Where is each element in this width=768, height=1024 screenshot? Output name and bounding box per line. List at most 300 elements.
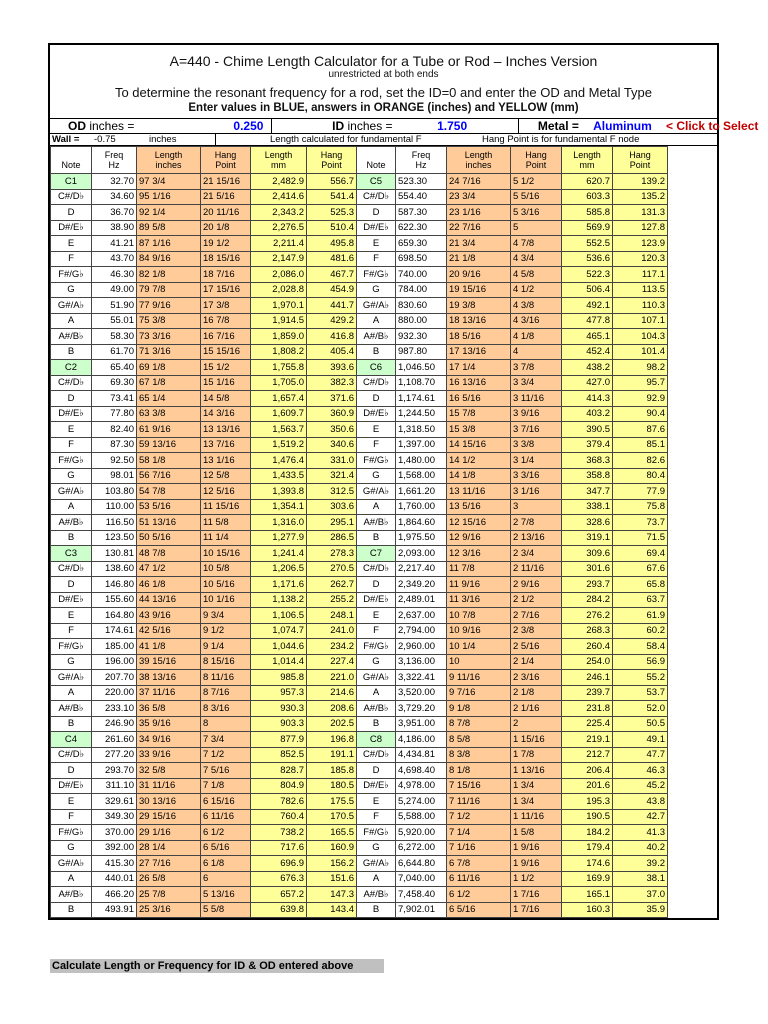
freq-cell: 116.50 <box>92 515 137 531</box>
note-cell: F#/G♭ <box>51 825 92 841</box>
col-freq: Freq Hz <box>92 147 137 174</box>
hang-point-inches-cell: 21 15/16 <box>201 174 251 190</box>
length-mm-cell: 1,808.2 <box>251 344 307 360</box>
length-inches-cell: 29 1/16 <box>137 825 201 841</box>
freq-cell: 932.30 <box>396 329 447 345</box>
length-inches-cell: 61 9/16 <box>137 422 201 438</box>
freq-cell: 6,644.80 <box>396 856 447 872</box>
note-cell: A#/B♭ <box>357 329 396 345</box>
freq-cell: 1,108.70 <box>396 375 447 391</box>
table-row <box>51 406 668 422</box>
hang-point-mm-cell: 510.4 <box>307 220 357 236</box>
hang-point-inches-cell: 16 7/16 <box>201 329 251 345</box>
freq-cell: 1,318.50 <box>396 422 447 438</box>
freq-cell: 2,960.00 <box>396 639 447 655</box>
length-inches-cell: 10 7/8 <box>447 608 511 624</box>
freq-cell: 349.30 <box>92 809 137 825</box>
freq-cell: 5,588.00 <box>396 809 447 825</box>
hang-point-inches-cell: 3 7/16 <box>511 422 562 438</box>
freq-cell: 3,520.00 <box>396 685 447 701</box>
length-inches-cell: 63 3/8 <box>137 406 201 422</box>
length-mm-cell: 260.4 <box>562 639 613 655</box>
hang-point-inches-cell: 4 1/8 <box>511 329 562 345</box>
hang-point-mm-cell: 227.4 <box>307 654 357 670</box>
table-row <box>51 453 668 469</box>
length-inches-cell: 95 1/16 <box>137 189 201 205</box>
length-mm-cell: 717.6 <box>251 840 307 856</box>
freq-cell: 138.60 <box>92 561 137 577</box>
note-cell: D <box>357 577 396 593</box>
length-mm-cell: 506.4 <box>562 282 613 298</box>
freq-cell: 73.41 <box>92 391 137 407</box>
od-input[interactable]: 0.250 <box>226 119 271 133</box>
length-inches-cell: 38 13/16 <box>137 670 201 686</box>
length-inches-cell: 11 7/8 <box>447 561 511 577</box>
length-inches-cell: 6 5/16 <box>447 902 511 918</box>
note-cell: F <box>51 809 92 825</box>
table-row <box>51 825 668 841</box>
length-inches-cell: 84 9/16 <box>137 251 201 267</box>
hang-point-mm-cell: 165.5 <box>307 825 357 841</box>
freq-cell: 69.30 <box>92 375 137 391</box>
table-row <box>51 592 668 608</box>
hang-point-inches-cell: 8 15/16 <box>201 654 251 670</box>
col-freq: Freq Hz <box>396 147 447 174</box>
hang-point-inches-cell: 20 11/16 <box>201 205 251 221</box>
table-header-row <box>51 147 668 174</box>
length-mm-cell: 319.1 <box>562 530 613 546</box>
hang-point-inches-cell: 1 1/2 <box>511 871 562 887</box>
hang-point-mm-cell: 241.0 <box>307 623 357 639</box>
hang-point-mm-cell: 234.2 <box>307 639 357 655</box>
freq-cell: 880.00 <box>396 313 447 329</box>
length-mm-cell: 2,147.9 <box>251 251 307 267</box>
note-cell: A <box>357 871 396 887</box>
hang-point-mm-cell: 56.9 <box>613 654 668 670</box>
hang-point-inches-cell: 1 15/16 <box>511 732 562 748</box>
length-inches-cell: 21 3/4 <box>447 236 511 252</box>
col-hang-point-inches: Hang Point <box>201 147 251 174</box>
note-cell: D <box>51 205 92 221</box>
hang-point-mm-cell: 69.4 <box>613 546 668 562</box>
length-mm-cell: 536.6 <box>562 251 613 267</box>
length-inches-cell: 67 1/8 <box>137 375 201 391</box>
table-row <box>51 344 668 360</box>
table-row <box>51 685 668 701</box>
length-inches-cell: 56 7/16 <box>137 468 201 484</box>
freq-cell: 277.20 <box>92 747 137 763</box>
note-cell: G#/A♭ <box>357 484 396 500</box>
hang-point-inches-cell: 10 1/16 <box>201 592 251 608</box>
length-mm-cell: 957.3 <box>251 685 307 701</box>
freq-cell: 3,729.20 <box>396 701 447 717</box>
length-mm-cell: 174.6 <box>562 856 613 872</box>
wall-label: Wall = <box>52 134 80 145</box>
note-cell: C#/D♭ <box>51 189 92 205</box>
length-mm-cell: 1,433.5 <box>251 468 307 484</box>
hang-point-mm-cell: 135.2 <box>613 189 668 205</box>
length-mm-cell: 639.8 <box>251 902 307 918</box>
length-mm-cell: 1,705.0 <box>251 375 307 391</box>
length-mm-cell: 201.6 <box>562 778 613 794</box>
freq-cell: 4,434.81 <box>396 747 447 763</box>
hang-point-mm-cell: 55.2 <box>613 670 668 686</box>
length-inches-cell: 51 13/16 <box>137 515 201 531</box>
hang-point-mm-cell: 270.5 <box>307 561 357 577</box>
table-row <box>51 313 668 329</box>
freq-cell: 1,975.50 <box>396 530 447 546</box>
length-mm-cell: 1,657.4 <box>251 391 307 407</box>
length-inches-cell: 97 3/4 <box>137 174 201 190</box>
hang-point-inches-cell: 13 13/16 <box>201 422 251 438</box>
hang-point-inches-cell: 3 1/4 <box>511 453 562 469</box>
note-cell: A <box>51 499 92 515</box>
freq-cell: 3,951.00 <box>396 716 447 732</box>
note-cell: F <box>357 251 396 267</box>
hang-point-mm-cell: 49.1 <box>613 732 668 748</box>
length-inches-cell: 71 3/16 <box>137 344 201 360</box>
hang-point-mm-cell: 340.6 <box>307 437 357 453</box>
click-to-select-hint[interactable]: < Click to Select <box>665 119 759 133</box>
hang-point-mm-cell: 429.2 <box>307 313 357 329</box>
note-cell: D#/E♭ <box>357 406 396 422</box>
freq-cell: 207.70 <box>92 670 137 686</box>
length-mm-cell: 219.1 <box>562 732 613 748</box>
hang-point-mm-cell: 416.8 <box>307 329 357 345</box>
length-inches-cell: 82 1/8 <box>137 267 201 283</box>
note-cell: D#/E♭ <box>51 778 92 794</box>
note-cell: G#/A♭ <box>357 670 396 686</box>
hang-point-inches-cell: 2 1/4 <box>511 654 562 670</box>
hang-point-inches-cell: 1 5/8 <box>511 825 562 841</box>
hang-point-inches-cell: 8 11/16 <box>201 670 251 686</box>
note-cell: C#/D♭ <box>357 375 396 391</box>
length-mm-cell: 1,074.7 <box>251 623 307 639</box>
length-mm-cell: 852.5 <box>251 747 307 763</box>
hang-point-inches-cell: 6 15/16 <box>201 794 251 810</box>
freq-cell: 554.40 <box>396 189 447 205</box>
length-inches-cell: 13 11/16 <box>447 484 511 500</box>
note-cell: C7 <box>357 546 396 562</box>
table-row <box>51 174 668 190</box>
hang-point-inches-cell: 14 5/8 <box>201 391 251 407</box>
hang-point-mm-cell: 65.8 <box>613 577 668 593</box>
hang-point-mm-cell: 77.9 <box>613 484 668 500</box>
col-length-inches: Length inches <box>137 147 201 174</box>
note-cell: C#/D♭ <box>357 189 396 205</box>
length-mm-cell: 169.9 <box>562 871 613 887</box>
table-row <box>51 515 668 531</box>
freq-cell: 2,349.20 <box>396 577 447 593</box>
freq-cell: 41.21 <box>92 236 137 252</box>
table-row <box>51 763 668 779</box>
hang-point-inches-cell: 6 <box>201 871 251 887</box>
length-mm-cell: 309.6 <box>562 546 613 562</box>
freq-cell: 196.00 <box>92 654 137 670</box>
freq-cell: 77.80 <box>92 406 137 422</box>
note-cell: G#/A♭ <box>51 484 92 500</box>
freq-cell: 38.90 <box>92 220 137 236</box>
hang-point-mm-cell: 143.4 <box>307 902 357 918</box>
hang-point-mm-cell: 321.4 <box>307 468 357 484</box>
freq-cell: 1,568.00 <box>396 468 447 484</box>
length-inches-cell: 21 1/8 <box>447 251 511 267</box>
hang-point-inches-cell: 5 13/16 <box>201 887 251 903</box>
length-inches-cell: 46 1/8 <box>137 577 201 593</box>
freq-cell: 1,661.20 <box>396 484 447 500</box>
note-cell: C3 <box>51 546 92 562</box>
col-hang-point-mm: Hang Point <box>307 147 357 174</box>
table-row <box>51 778 668 794</box>
length-inches-cell: 33 9/16 <box>137 747 201 763</box>
freq-cell: 987.80 <box>396 344 447 360</box>
length-inches-cell: 16 13/16 <box>447 375 511 391</box>
hang-point-mm-cell: 248.1 <box>307 608 357 624</box>
length-inches-cell: 29 15/16 <box>137 809 201 825</box>
table-row <box>51 329 668 345</box>
length-mm-cell: 1,354.1 <box>251 499 307 515</box>
length-mm-cell: 569.9 <box>562 220 613 236</box>
note-cell: F#/G♭ <box>357 453 396 469</box>
hang-point-inches-cell: 7 1/2 <box>201 747 251 763</box>
hang-point-mm-cell: 52.0 <box>613 701 668 717</box>
hang-point-inches-cell: 4 3/4 <box>511 251 562 267</box>
hang-point-mm-cell: 371.6 <box>307 391 357 407</box>
length-mm-cell: 368.3 <box>562 453 613 469</box>
hang-point-mm-cell: 160.9 <box>307 840 357 856</box>
hang-point-inches-cell: 3 3/4 <box>511 375 562 391</box>
note-cell: G <box>51 840 92 856</box>
hang-point-inches-cell: 3 3/8 <box>511 437 562 453</box>
note-cell: B <box>357 344 396 360</box>
metal-select[interactable]: Aluminum <box>593 119 652 133</box>
length-mm-cell: 1,970.1 <box>251 298 307 314</box>
hang-point-inches-cell: 17 15/16 <box>201 282 251 298</box>
freq-cell: 61.70 <box>92 344 137 360</box>
note-cell: A#/B♭ <box>357 701 396 717</box>
hang-point-inches-cell: 5 <box>511 220 562 236</box>
hang-point-mm-cell: 35.9 <box>613 902 668 918</box>
length-inches-cell: 43 9/16 <box>137 608 201 624</box>
hang-point-inches-cell: 2 11/16 <box>511 561 562 577</box>
length-inches-cell: 14 15/16 <box>447 437 511 453</box>
length-mm-cell: 190.5 <box>562 809 613 825</box>
length-inches-cell: 18 13/16 <box>447 313 511 329</box>
freq-cell: 46.30 <box>92 267 137 283</box>
freq-cell: 740.00 <box>396 267 447 283</box>
freq-cell: 6,272.00 <box>396 840 447 856</box>
length-inches-cell: 23 1/16 <box>447 205 511 221</box>
table-row <box>51 360 668 376</box>
hang-point-inches-cell: 10 5/8 <box>201 561 251 577</box>
length-mm-cell: 1,206.5 <box>251 561 307 577</box>
metal-label: Metal = <box>537 119 579 133</box>
hang-point-mm-cell: 295.1 <box>307 515 357 531</box>
freq-cell: 370.00 <box>92 825 137 841</box>
length-inches-cell: 22 7/16 <box>447 220 511 236</box>
length-mm-cell: 179.4 <box>562 840 613 856</box>
length-inches-cell: 7 1/2 <box>447 809 511 825</box>
length-mm-cell: 254.0 <box>562 654 613 670</box>
freq-cell: 1,174.61 <box>396 391 447 407</box>
note-cell: E <box>357 794 396 810</box>
length-mm-cell: 1,171.6 <box>251 577 307 593</box>
hang-point-inches-cell: 17 3/8 <box>201 298 251 314</box>
length-inches-cell: 10 9/16 <box>447 623 511 639</box>
hang-point-mm-cell: 312.5 <box>307 484 357 500</box>
freq-cell: 784.00 <box>396 282 447 298</box>
hang-point-mm-cell: 46.3 <box>613 763 668 779</box>
freq-cell: 2,093.00 <box>396 546 447 562</box>
note-cell: G#/A♭ <box>357 298 396 314</box>
note-cell: G#/A♭ <box>51 298 92 314</box>
length-mm-cell: 1,393.8 <box>251 484 307 500</box>
hang-point-mm-cell: 58.4 <box>613 639 668 655</box>
table-row <box>51 298 668 314</box>
hang-point-inches-cell: 16 7/8 <box>201 313 251 329</box>
length-mm-cell: 1,106.5 <box>251 608 307 624</box>
length-inches-cell: 15 3/8 <box>447 422 511 438</box>
chime-table <box>50 146 668 918</box>
freq-cell: 659.30 <box>396 236 447 252</box>
note-cell: G#/A♭ <box>357 856 396 872</box>
hang-point-mm-cell: 43.8 <box>613 794 668 810</box>
hang-point-inches-cell: 2 1/8 <box>511 685 562 701</box>
freq-cell: 174.61 <box>92 623 137 639</box>
length-mm-cell: 276.2 <box>562 608 613 624</box>
hang-point-mm-cell: 80.4 <box>613 468 668 484</box>
length-mm-cell: 696.9 <box>251 856 307 872</box>
note-cell: G <box>357 840 396 856</box>
note-cell: F#/G♭ <box>51 267 92 283</box>
length-mm-cell: 903.3 <box>251 716 307 732</box>
length-mm-cell: 1,914.5 <box>251 313 307 329</box>
note-cell: F#/G♭ <box>51 639 92 655</box>
length-inches-cell: 12 15/16 <box>447 515 511 531</box>
freq-cell: 1,864.60 <box>396 515 447 531</box>
note-cell: F <box>51 623 92 639</box>
table-row <box>51 747 668 763</box>
length-inches-cell: 53 5/16 <box>137 499 201 515</box>
hang-point-inches-cell: 1 11/16 <box>511 809 562 825</box>
freq-cell: 185.00 <box>92 639 137 655</box>
freq-cell: 466.20 <box>92 887 137 903</box>
length-inches-cell: 11 9/16 <box>447 577 511 593</box>
length-inches-cell: 28 1/4 <box>137 840 201 856</box>
freq-cell: 4,186.00 <box>396 732 447 748</box>
hang-point-inches-cell: 15 15/16 <box>201 344 251 360</box>
table-row <box>51 484 668 500</box>
length-mm-cell: 225.4 <box>562 716 613 732</box>
hang-point-mm-cell: 95.7 <box>613 375 668 391</box>
note-cell: D <box>357 391 396 407</box>
length-inches-cell: 59 13/16 <box>137 437 201 453</box>
length-inches-cell: 13 5/16 <box>447 499 511 515</box>
note-cell: E <box>357 422 396 438</box>
col-hang-point-mm: Hang Point <box>613 147 668 174</box>
length-mm-cell: 1,277.9 <box>251 530 307 546</box>
hang-point-inches-cell: 4 3/8 <box>511 298 562 314</box>
hang-point-mm-cell: 147.3 <box>307 887 357 903</box>
table-row <box>51 251 668 267</box>
length-inches-cell: 9 11/16 <box>447 670 511 686</box>
note-cell: B <box>357 716 396 732</box>
hang-point-mm-cell: 139.2 <box>613 174 668 190</box>
length-mm-cell: 738.2 <box>251 825 307 841</box>
id-unit: inches = <box>347 119 393 133</box>
hang-point-mm-cell: 63.7 <box>613 592 668 608</box>
length-mm-cell: 184.2 <box>562 825 613 841</box>
hang-point-mm-cell: 525.3 <box>307 205 357 221</box>
freq-cell: 1,046.50 <box>396 360 447 376</box>
hang-point-inches-cell: 3 1/16 <box>511 484 562 500</box>
freq-cell: 5,274.00 <box>396 794 447 810</box>
hang-point-mm-cell: 151.6 <box>307 871 357 887</box>
hang-point-mm-cell: 50.5 <box>613 716 668 732</box>
hang-point-inches-cell: 2 1/16 <box>511 701 562 717</box>
table-row <box>51 856 668 872</box>
hang-point-inches-cell: 18 15/16 <box>201 251 251 267</box>
length-inches-cell: 8 7/8 <box>447 716 511 732</box>
note-cell: G <box>357 282 396 298</box>
hang-point-inches-cell: 12 5/8 <box>201 468 251 484</box>
freq-cell: 34.60 <box>92 189 137 205</box>
header <box>50 53 717 115</box>
hang-point-mm-cell: 278.3 <box>307 546 357 562</box>
hang-point-mm-cell: 82.6 <box>613 453 668 469</box>
length-inches-cell: 26 5/8 <box>137 871 201 887</box>
length-mm-cell: 2,414.6 <box>251 189 307 205</box>
freq-cell: 65.40 <box>92 360 137 376</box>
length-inches-cell: 54 7/8 <box>137 484 201 500</box>
hang-point-mm-cell: 39.2 <box>613 856 668 872</box>
hang-point-mm-cell: 73.7 <box>613 515 668 531</box>
length-inches-cell: 35 9/16 <box>137 716 201 732</box>
freq-cell: 493.91 <box>92 902 137 918</box>
hang-point-mm-cell: 495.8 <box>307 236 357 252</box>
note-cell: B <box>357 902 396 918</box>
note-cell: D#/E♭ <box>51 406 92 422</box>
id-input[interactable]: 1.750 <box>437 119 468 133</box>
od-unit: inches = <box>89 119 135 133</box>
length-mm-cell: 1,609.7 <box>251 406 307 422</box>
table-row <box>51 205 668 221</box>
length-inches-cell: 41 1/8 <box>137 639 201 655</box>
length-mm-cell: 390.5 <box>562 422 613 438</box>
od-label: OD <box>68 119 86 133</box>
hang-point-mm-cell: 175.5 <box>307 794 357 810</box>
freq-cell: 698.50 <box>396 251 447 267</box>
hang-point-inches-cell: 19 1/2 <box>201 236 251 252</box>
note-cell: D#/E♭ <box>357 778 396 794</box>
length-inches-cell: 19 15/16 <box>447 282 511 298</box>
hang-point-inches-cell: 13 7/16 <box>201 437 251 453</box>
hang-point-mm-cell: 541.4 <box>307 189 357 205</box>
hang-point-inches-cell: 1 7/8 <box>511 747 562 763</box>
hang-point-mm-cell: 350.6 <box>307 422 357 438</box>
note-cell: A#/B♭ <box>51 887 92 903</box>
length-mm-cell: 301.6 <box>562 561 613 577</box>
length-mm-cell: 1,476.4 <box>251 453 307 469</box>
freq-cell: 1,397.00 <box>396 437 447 453</box>
note-cell: G <box>357 468 396 484</box>
length-mm-cell: 195.3 <box>562 794 613 810</box>
freq-cell: 4,978.00 <box>396 778 447 794</box>
wall-row <box>50 133 717 146</box>
length-inches-cell: 14 1/2 <box>447 453 511 469</box>
freq-cell: 146.80 <box>92 577 137 593</box>
hang-point-inches-cell: 2 13/16 <box>511 530 562 546</box>
